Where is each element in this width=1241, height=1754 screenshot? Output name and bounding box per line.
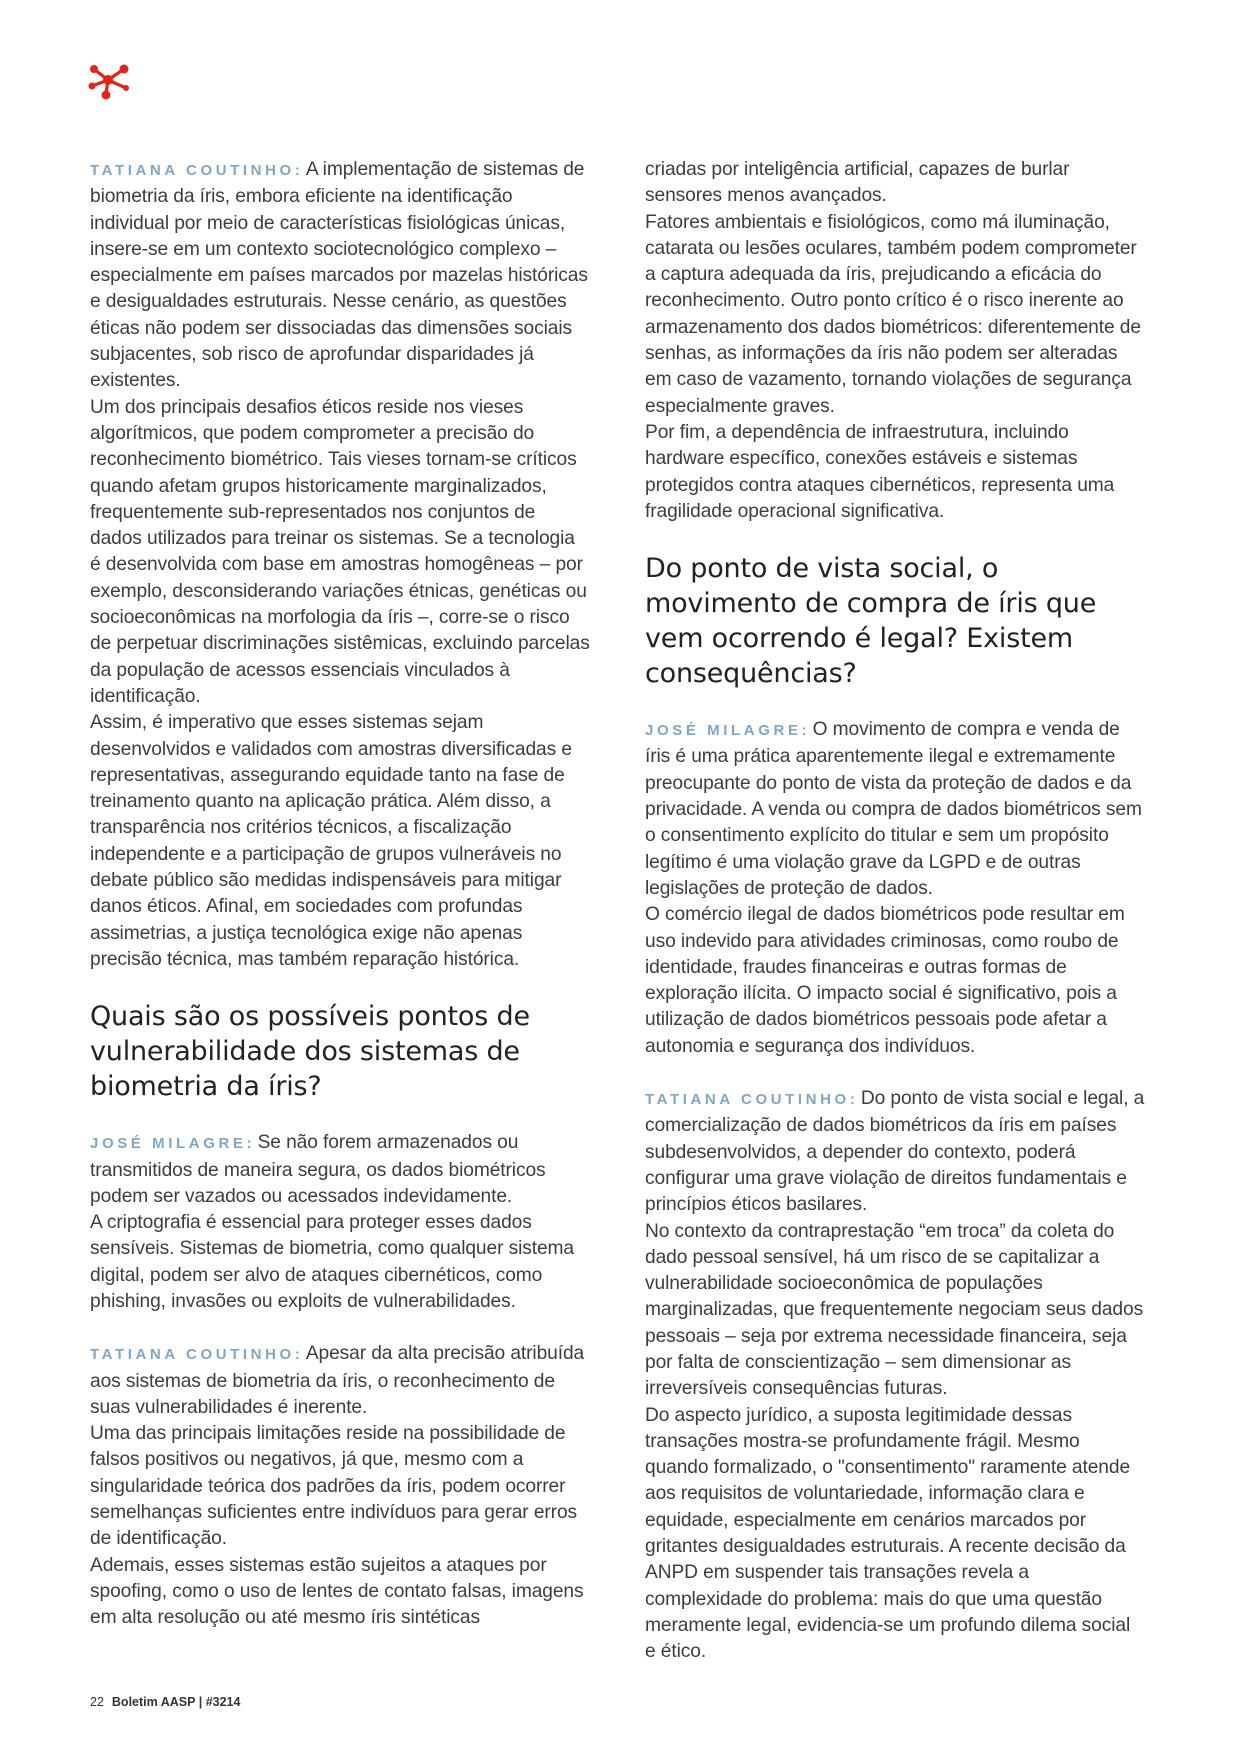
paragraph: O comércio ilegal de dados biométricos pode resultar em uso indevido para atividades criminosas, como roubo de identidade, fraudes financeiras e outras formas de exploração ilícita. O impacto social é significativo, pois a utilização de dados biométricos pessoais pode afetar a autonomia e segurança dos indivíduos. [645, 904, 1125, 1057]
page-number: 22 [90, 1695, 104, 1709]
answer-text: A implementação de sistemas de biometria da íris, embora eficiente na identificação individual por meio de características fisiológicas únicas, insere-se em um contexto sociotecnológico complexo – especialmente em países marcados por mazelas históricas e desigualdades estruturais. Nesse cenário, as questões éticas não podem ser dissociadas das dimensões sociais subjacentes, sob risco de aprofundar disparidades já existentes. [90, 159, 588, 392]
question-heading: Quais são os possíveis pontos de vulnerabilidade dos sistemas de biometria da íris? [90, 1001, 530, 1103]
answer-text: Do ponto de vista social e legal, a comercialização de dados biométricos da íris em países subdesenvolvidos, a depender do contexto, poderá configurar uma grave violação de direitos fundamentais e princípios éticos basilares. [645, 1088, 1145, 1216]
answer-jose-2 [645, 717, 1145, 902]
molecule-logo-icon [86, 62, 132, 102]
publication-name: Boletim AASP | #3214 [111, 1695, 241, 1709]
answer-jose-1 [90, 1130, 590, 1210]
speaker-name: JOSÉ MILAGRE : [645, 722, 807, 739]
paragraph: Por fim, a dependência de infraestrutura, incluindo hardware específico, conexões estáveis e sistemas protegidos contra ataques cibernéticos, representa uma fragilidade operacional significativa. [645, 421, 1115, 522]
answer-tatiana-1 [90, 157, 590, 395]
paragraph: Fatores ambientais e fisiológicos, como má iluminação, catarata ou lesões oculares, também podem comprometer a captura adequada da íris, prejudicando a eficácia do reconhecimento. Outro ponto crítico é o risco inerente ao armazenamento dos dados biométricos: diferentemente de senhas, as informações da íris não podem ser alteradas em caso de vazamento, tornando violações de segurança especialmente graves. [645, 211, 1141, 417]
speaker-name: TATIANA COUTINHO : [90, 162, 300, 179]
question-heading: Do ponto de vista social, o movimento de compra de íris que vem ocorrendo é legal? Existem consequências? [645, 553, 1097, 690]
paragraph: Do aspecto jurídico, a suposta legitimidade dessas transações mostra-se profundamente frágil. Mesmo quando formalizado, o "consentimento" raramente atende aos requisitos de voluntariedade, informação clara e equidade, especialmente em cenários marcados por gritantes desigualdades estruturais. A recente decisão da ANPD em suspender tais transações revela a complexidade do problema: mais do que uma questão meramente legal, evidencia-se um profundo dilema social e ético. [645, 1404, 1131, 1663]
answer-tatiana-3 [645, 1086, 1145, 1218]
answer-text: O movimento de compra e venda de íris é uma prática aparentemente ilegal e extremamente preocupante do ponto de vista da proteção de dados e da privacidade. A venda ou compra de dados biométricos sem o consentimento explícito do titular e sem um propósito legítimo é uma violação grave da LGPD e de outras legislações de proteção de dados. [645, 719, 1142, 899]
speaker-name: TATIANA COUTINHO : [645, 1091, 855, 1108]
paragraph: Ademais, esses sistemas estão sujeitos a ataques por spoofing, como o uso de lentes de contato falsas, imagens em alta resolução ou até mesmo íris sintéticas [90, 1554, 584, 1629]
paragraph: Uma das principais limitações reside na possibilidade de falsos positivos ou negativos, já que, mesmo com a singularidade teórica dos padrões da íris, podem ocorrer semelhanças suficientes entre indivíduos para gerar erros de identificação. [90, 1423, 578, 1550]
left-column [90, 157, 590, 1632]
speaker-name: JOSÉ MILAGRE : [90, 1135, 252, 1152]
speaker-name: TATIANA COUTINHO : [90, 1346, 300, 1363]
paragraph: Assim, é imperativo que esses sistemas sejam desenvolvidos e validados com amostras diversificadas e representativas, assegurando equidade tanto na fase de treinamento quanto na aplicação prática. Além disso, a transparência nos critérios técnicos, a fiscalização independente e a participação de grupos vulneráveis no debate público são medidas indispensáveis para mitigar danos éticos. Afinal, em sociedades com profundas assimetrias, a justiça tecnológica exige não apenas precisão técnica, mas também reparação histórica. [90, 712, 572, 970]
answer-text: Apesar da alta precisão atribuída aos sistemas de biometria da íris, o reconhecimento de suas vulnerabilidades é inerente. [90, 1343, 585, 1418]
page-footer [90, 1695, 240, 1709]
right-column [645, 157, 1145, 1666]
answer-tatiana-2 [90, 1341, 590, 1421]
paragraph-continued: criadas por inteligência artificial, capazes de burlar sensores menos avançados. [645, 159, 1070, 207]
paragraph: A criptografia é essencial para proteger esses dados sensíveis. Sistemas de biometria, como qualquer sistema digital, podem ser alvo de ataques cibernéticos, como phishing, invasões ou exploits de vulnerabilidades. [90, 1212, 574, 1312]
paragraph: Um dos principais desafios éticos reside nos vieses algorítmicos, que podem comprometer a precisão do reconhecimento biométrico. Tais vieses tornam-se críticos quando afetam grupos historicamente marginalizados, frequentemente sub-representados nos conjuntos de dados utilizados para treinar os sistemas. Se a tecnologia é desenvolvida com base em amostras homogêneas – por exemplo, desconsiderando variações étnicas, genéticas ou socioeconômicas na morfologia da íris –, corre-se o risco de perpetuar discriminações sistêmicas, excluindo parcelas da população de acessos essenciais vinculados à identificação. [90, 396, 590, 707]
paragraph: No contexto da contraprestação “em troca” da coleta do dado pessoal sensível, há um risco de se capitalizar a vulnerabilidade socioeconômica de populações marginalizadas, que frequentemente negociam seus dados pessoais – seja por extrema necessidade financeira, seja por falta de conscientização – sem dimensionar as irreversíveis consequências futuras. [645, 1220, 1144, 1400]
answer-text: Se não forem armazenados ou transmitidos de maneira segura, os dados biométricos podem ser vazados ou acessados indevidamente. [90, 1132, 546, 1207]
